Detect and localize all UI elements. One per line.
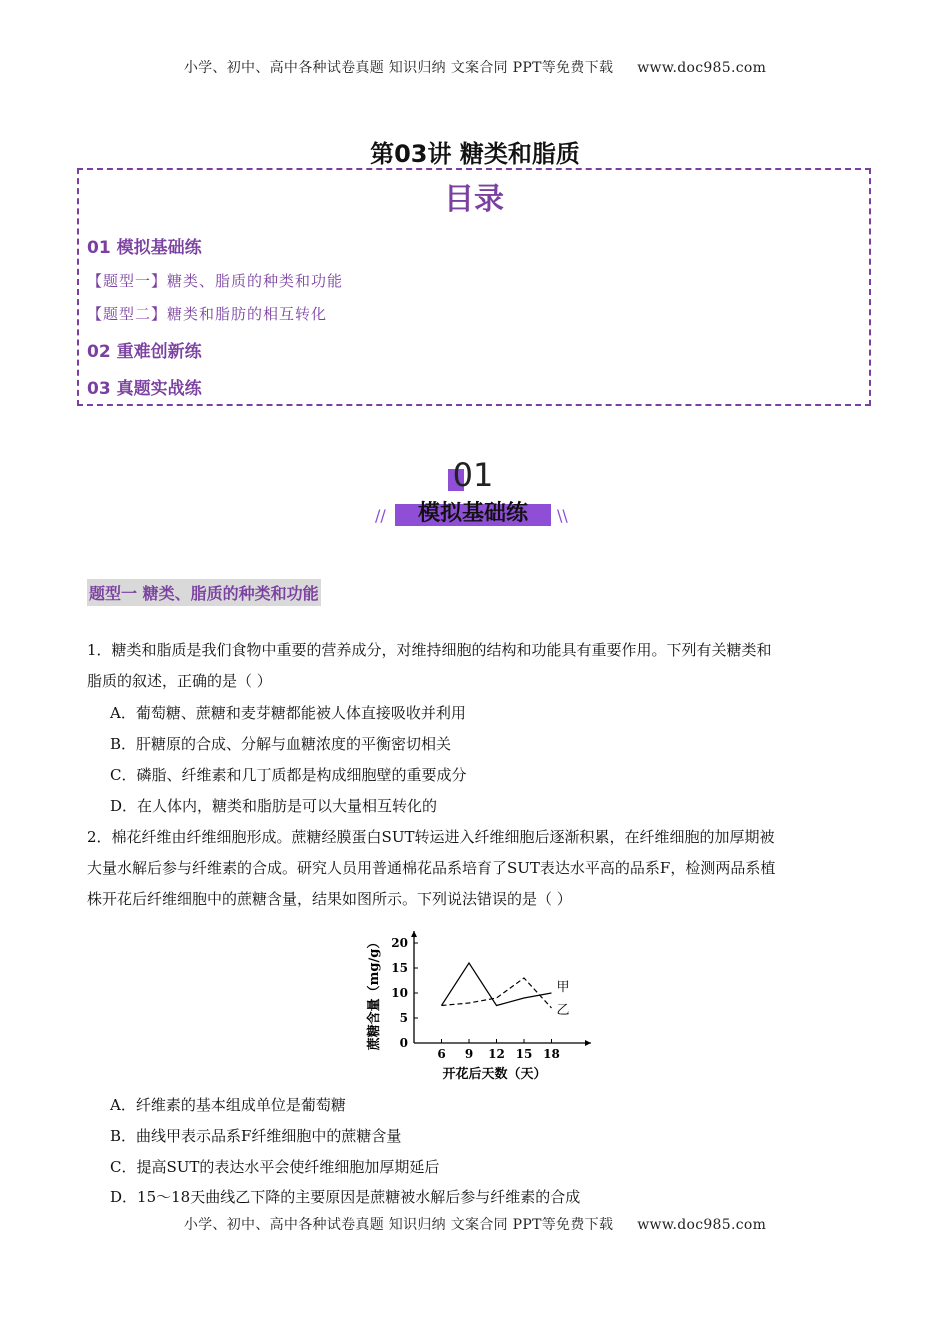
toc-heading: 目录 [444, 182, 504, 217]
section-banner [373, 456, 573, 536]
banner-right-slash-icon: \\ [557, 506, 568, 525]
type-heading: 题型一 糖类、脂质的种类和功能 [87, 579, 321, 606]
toc-item-real-exam[interactable]: 03 真题实战练 [87, 379, 202, 399]
page-footer [0, 1214, 950, 1234]
question-1-option-d[interactable]: D．在人体内，糖类和脂肪是可以大量相互转化的 [110, 797, 438, 815]
question-2-option-d[interactable]: D．15～18天曲线乙下降的主要原因是蔗糖被水解后参与纤维素的合成 [110, 1188, 581, 1206]
x-tick-label: 15 [515, 1047, 533, 1061]
y-axis-label: 蔗糖含量（mg/g） [367, 935, 382, 1051]
y-tick-label: 20 [391, 936, 408, 950]
y-tick-label: 0 [399, 1036, 408, 1050]
x-tick-label: 6 [437, 1047, 446, 1061]
question-1-option-a[interactable]: A．葡萄糖、蔗糖和麦芽糖都能被人体直接吸收并利用 [110, 704, 466, 722]
y-tick-label: 5 [399, 1011, 408, 1025]
series-line-1 [442, 963, 552, 1006]
document-title: 第03讲 糖类和脂质 [370, 140, 580, 168]
banner-label: 模拟基础练 [417, 501, 528, 526]
table-of-contents [77, 168, 871, 406]
toc-item-simulation[interactable]: 01 模拟基础练 [87, 238, 202, 258]
header-site[interactable]: www.doc985.com [637, 60, 767, 76]
y-axis-arrow-icon [411, 931, 417, 937]
x-tick-label: 9 [464, 1047, 474, 1061]
page-header [0, 57, 950, 77]
series-label-2: 乙 [556, 1003, 570, 1018]
question-1-option-c[interactable]: C．磷脂、纤维素和几丁质都是构成细胞壁的重要成分 [110, 766, 467, 784]
x-axis-arrow-icon [585, 1040, 591, 1046]
header-text: 小学、初中、高中各种试卷真题 知识归纳 文案合同 PPT等免费下载 [183, 60, 614, 76]
x-tick-label: 18 [543, 1047, 560, 1061]
question-2-line-1: 2．棉花纤维由纤维细胞形成。蔗糖经膜蛋白SUT转运进入纤维细胞后逐渐积累，在纤维细胞的加厚期被 [87, 828, 775, 846]
toc-item-type-two[interactable]: 【题型二】糖类和脂肪的相互转化 [87, 305, 328, 323]
footer-text: 小学、初中、高中各种试卷真题 知识归纳 文案合同 PPT等免费下载 [183, 1217, 614, 1233]
toc-item-difficult[interactable]: 02 重难创新练 [87, 342, 202, 362]
question-1-line-2: 脂质的叙述，正确的是（ ） [87, 672, 272, 690]
question-2-line-2: 大量水解后参与纤维素的合成。研究人员用普通棉花品系培育了SUT表达水平高的品系F，检测两品系植 [87, 859, 776, 877]
banner-number: 01 [452, 456, 494, 494]
banner-left-slash-icon: // [375, 506, 386, 525]
x-axis-label: 开花后天数（天） [442, 1067, 547, 1082]
question-2-option-b[interactable]: B．曲线甲表示品系F纤维细胞中的蔗糖含量 [110, 1127, 402, 1145]
x-tick-label: 12 [488, 1047, 505, 1061]
question-1-line-1: 1．糖类和脂质是我们食物中重要的营养成分，对维持细胞的结构和功能具有重要作用。下列有关糖类和 [87, 641, 772, 659]
series-label-1: 甲 [556, 980, 570, 995]
footer-site[interactable]: www.doc985.com [637, 1217, 767, 1233]
question-2-option-c[interactable]: C．提高SUT的表达水平会使纤维细胞加厚期延后 [110, 1158, 440, 1176]
sucrose-line-chart [362, 925, 602, 1085]
toc-item-type-one[interactable]: 【题型一】糖类、脂质的种类和功能 [87, 272, 344, 290]
question-2-line-3: 株开花后纤维细胞中的蔗糖含量，结果如图所示。下列说法错误的是（ ） [87, 890, 572, 908]
y-tick-label: 10 [391, 986, 408, 1000]
series-line-2 [442, 978, 552, 1008]
question-2-option-a[interactable]: A．纤维素的基本组成单位是葡萄糖 [110, 1096, 346, 1114]
y-tick-label: 15 [391, 961, 408, 975]
question-1-option-b[interactable]: B．肝糖原的合成、分解与血糖浓度的平衡密切相关 [110, 735, 452, 753]
